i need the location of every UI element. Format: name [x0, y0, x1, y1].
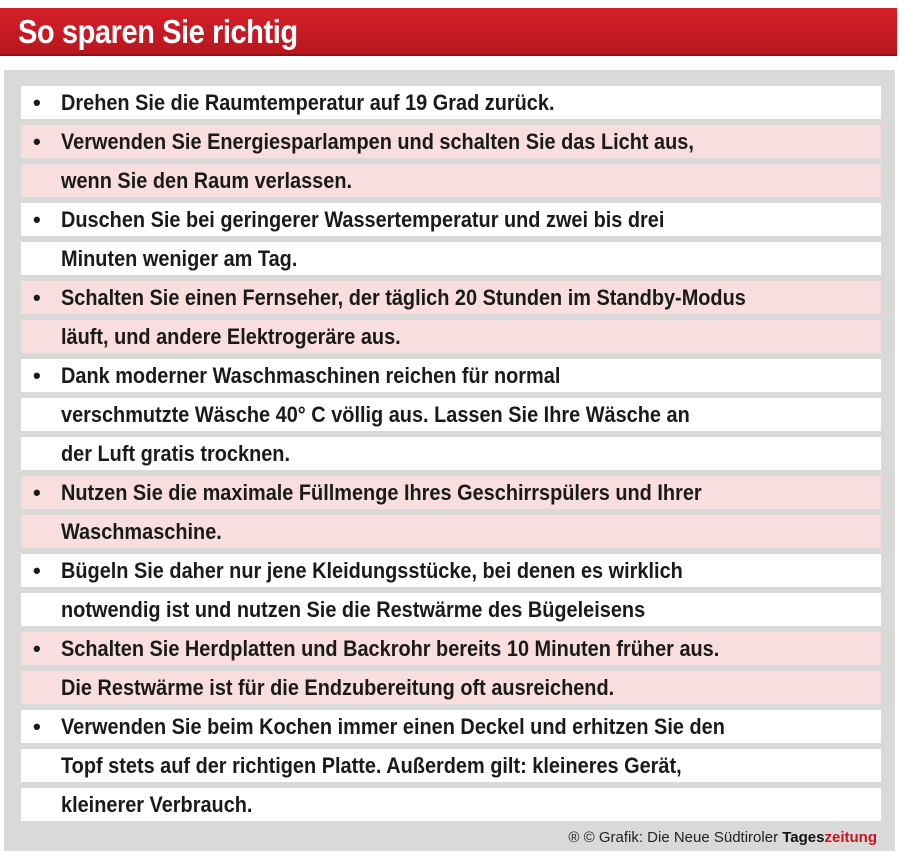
tip-text: Verwenden Sie beim Kochen immer einen Deckel und erhitzen Sie den: [61, 714, 725, 739]
tips-list: [21, 86, 881, 827]
tip-text: Schalten Sie Herdplatten und Backrohr bereits 10 Minuten früher aus.: [61, 636, 720, 661]
bullet-icon: •: [33, 714, 41, 739]
tip-text: Dank moderner Waschmaschinen reichen für normal: [61, 363, 561, 388]
tip-text: kleinerer Verbrauch.: [61, 792, 253, 817]
tip-text: verschmutzte Wäsche 40° C völlig aus. Lassen Sie Ihre Wäsche an: [61, 402, 690, 427]
bullet-icon: •: [33, 636, 41, 661]
bullet-icon: •: [33, 207, 41, 232]
tip-line: [21, 788, 881, 821]
tip-text: Duschen Sie bei geringerer Wassertemperatur und zwei bis drei: [61, 207, 665, 232]
bullet-icon: •: [33, 129, 41, 154]
tips-panel: [4, 70, 895, 851]
tip-line: [21, 203, 881, 236]
tip-line: [21, 125, 881, 158]
tip-line: [21, 281, 881, 314]
tip-line: [21, 710, 881, 743]
tip-text: Schalten Sie einen Fernseher, der täglich 20 Stunden im Standby-Modus: [61, 285, 746, 310]
tip-text: Nutzen Sie die maximale Füllmenge Ihres Geschirrspülers und Ihrer: [61, 480, 702, 505]
bullet-icon: •: [33, 558, 41, 583]
tip-text: läuft, und andere Elektrogeräre aus.: [61, 324, 401, 349]
tip-line: [21, 320, 881, 353]
tip-text: der Luft gratis trocknen.: [61, 441, 291, 466]
brand-name-part2: zeitung: [824, 829, 877, 846]
tip-line: [21, 671, 881, 704]
header-bar: [0, 8, 897, 56]
tip-text: Bügeln Sie daher nur jene Kleidungsstücke, bei denen es wirklich: [61, 558, 683, 583]
bullet-icon: •: [33, 285, 41, 310]
tip-line: [21, 359, 881, 392]
tip-text: Die Restwärme ist für die Endzubereitung oft ausreichend.: [61, 675, 615, 700]
tip-text: wenn Sie den Raum verlassen.: [61, 168, 353, 193]
tip-line: [21, 749, 881, 782]
tip-line: [21, 593, 881, 626]
tip-text: Waschmaschine.: [61, 519, 222, 544]
tip-text: notwendig ist und nutzen Sie die Restwärme des Bügeleisens: [61, 597, 646, 622]
tip-line: [21, 398, 881, 431]
brand-name-part1: Tages: [782, 829, 825, 846]
tip-text: Topf stets auf der richtigen Platte. Außerdem gilt: kleineres Gerät,: [61, 753, 682, 778]
tip-line: [21, 554, 881, 587]
credit-line: [568, 829, 877, 846]
bullet-icon: •: [33, 363, 41, 388]
bullet-icon: •: [33, 480, 41, 505]
tip-text: Minuten weniger am Tag.: [61, 246, 298, 271]
tip-line: [21, 242, 881, 275]
bullet-icon: •: [33, 90, 41, 115]
tip-line: [21, 632, 881, 665]
tip-line: [21, 437, 881, 470]
tip-line: [21, 515, 881, 548]
tip-line: [21, 86, 881, 119]
credit-prefix: ® © Grafik: Die Neue Südtiroler: [568, 829, 783, 846]
page-title: So sparen Sie richtig: [18, 13, 298, 50]
tip-text: Verwenden Sie Energiesparlampen und schalten Sie das Licht aus,: [61, 129, 694, 154]
tip-text: Drehen Sie die Raumtemperatur auf 19 Grad zurück.: [61, 90, 555, 115]
tip-line: [21, 476, 881, 509]
tip-line: [21, 164, 881, 197]
